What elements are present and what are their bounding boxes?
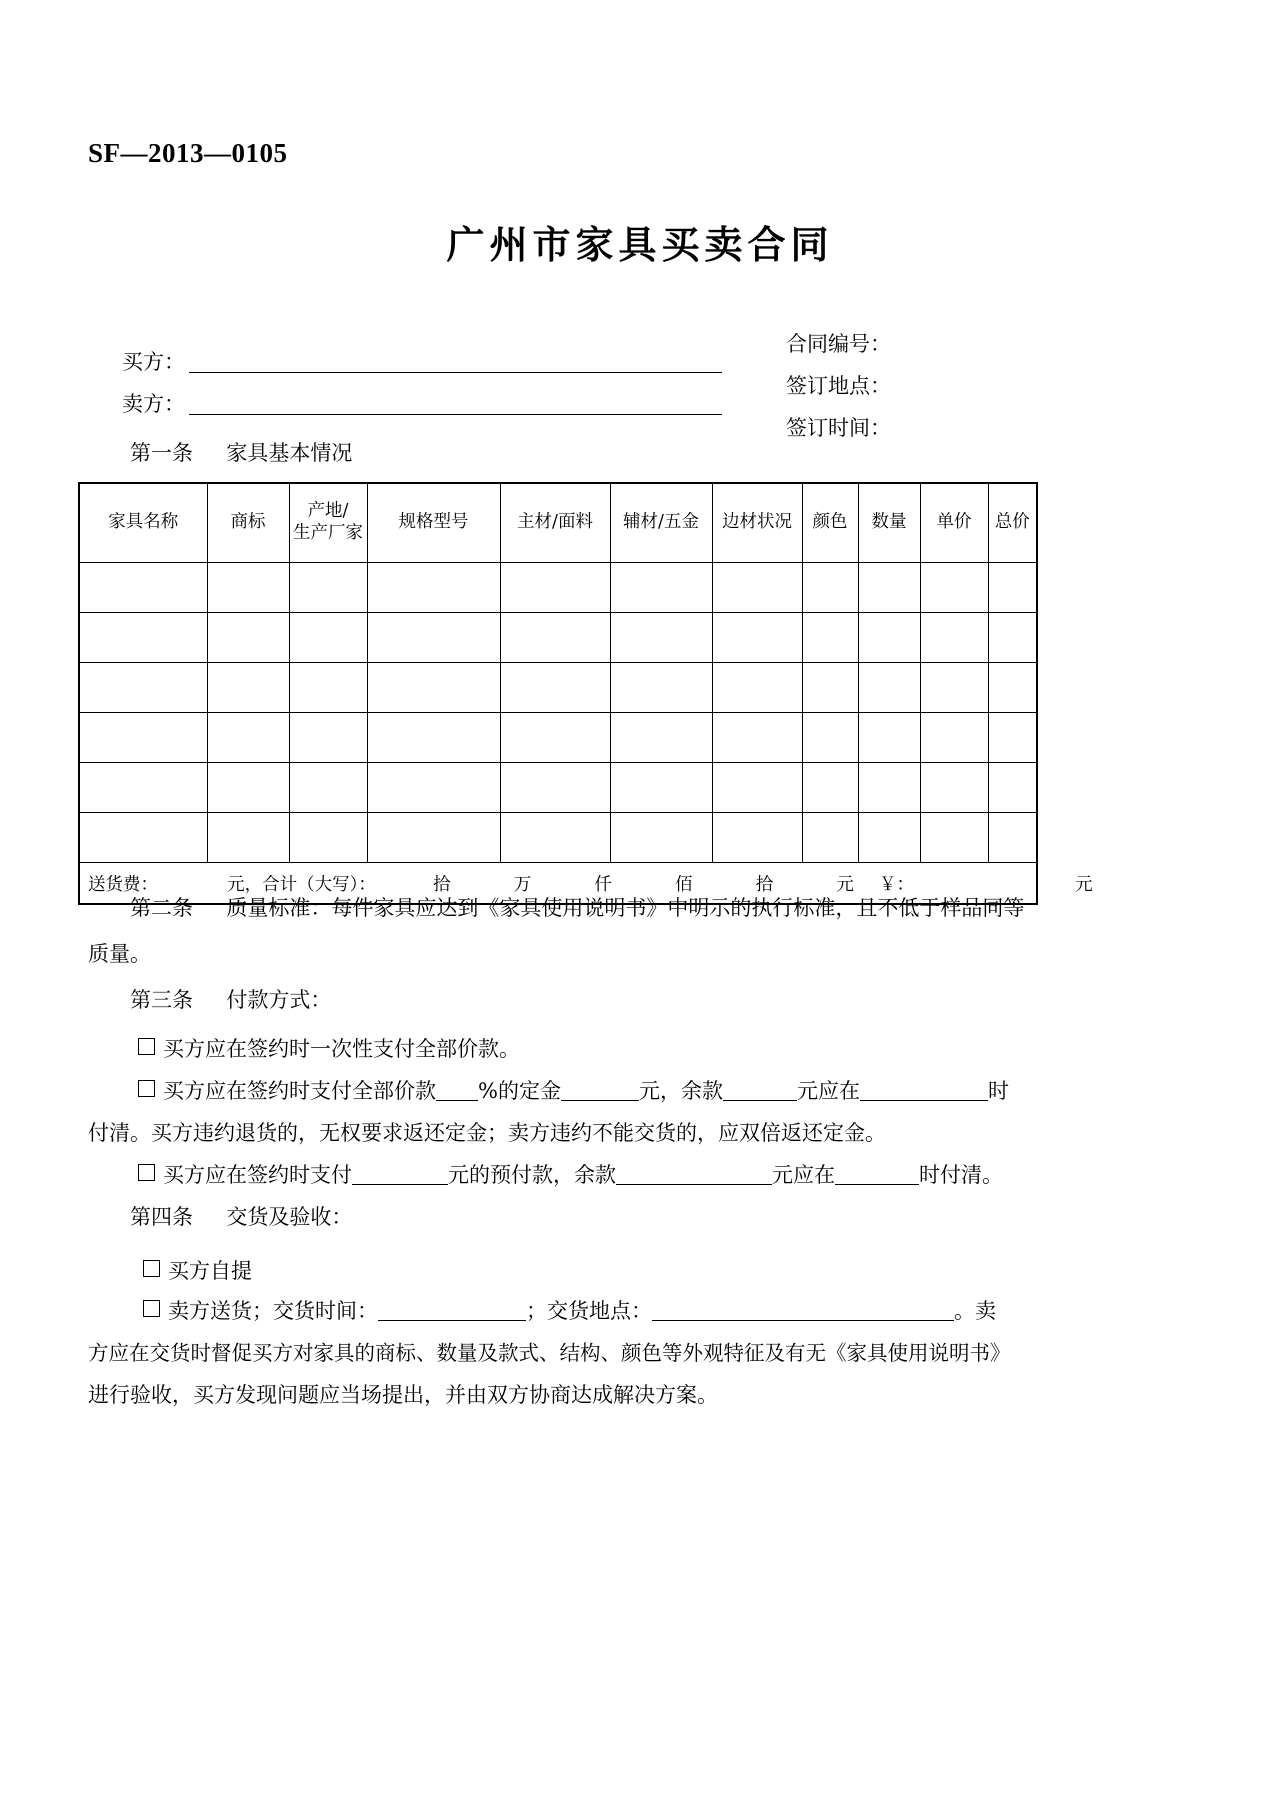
table-row[interactable] xyxy=(79,813,1037,863)
delivery-body-line2: 方应在交货时督促买方对家具的商标、数量及款式、结构、颜色等外观特征及有无《家具使用说明书》 xyxy=(88,1341,1011,1365)
prepay-date-blank[interactable] xyxy=(835,1164,919,1185)
buyer-input-line[interactable] xyxy=(189,348,722,373)
amount-word-shi-wan: 拾 xyxy=(433,874,451,895)
delivery-time-blank[interactable] xyxy=(378,1300,526,1321)
delivery-fee-label: 送货费： xyxy=(88,874,158,895)
section-1-heading xyxy=(130,437,352,467)
cell[interactable] xyxy=(610,813,712,863)
checkbox-icon[interactable] xyxy=(138,1080,155,1097)
table-row[interactable] xyxy=(79,613,1037,663)
payment-option-3-text-a: 买方应在签约时支付 xyxy=(163,1163,352,1187)
payment-option-3[interactable] xyxy=(138,1152,1003,1198)
payment-option-2-text-b: %的定金 xyxy=(478,1079,561,1103)
th-origin-line1: 产地/ xyxy=(307,501,349,522)
payment-option-2-text-e: 时 xyxy=(987,1079,1009,1103)
cell[interactable] xyxy=(500,563,610,613)
cell[interactable] xyxy=(500,763,610,813)
th-model: 规格型号 xyxy=(367,483,500,563)
checkbox-icon[interactable] xyxy=(138,1038,155,1055)
table-row[interactable] xyxy=(79,763,1037,813)
section-3-title: 付款方式： xyxy=(226,988,332,1012)
section-2-title: 质量标准： xyxy=(226,896,332,920)
cell[interactable] xyxy=(858,613,920,663)
payment-option-3-text-b: 元的预付款，余款 xyxy=(448,1163,616,1187)
th-brand: 商标 xyxy=(207,483,289,563)
cell[interactable] xyxy=(79,713,207,763)
payment-option-2-text-a: 买方应在签约时支付全部价款 xyxy=(163,1079,436,1103)
cell[interactable] xyxy=(988,763,1037,813)
section-1-title: 家具基本情况 xyxy=(226,441,353,465)
table-header-row xyxy=(79,483,1037,563)
page-title: 广州市家具买卖合同 xyxy=(446,223,834,267)
checkbox-icon[interactable] xyxy=(138,1164,155,1181)
delivery-body-line3: 进行验收，买方发现问题应当场提出，并由双方协商达成解决方案。 xyxy=(88,1383,718,1407)
delivery-option-2[interactable] xyxy=(143,1288,996,1334)
amount-yen-unit: 元 xyxy=(1075,874,1093,895)
cell[interactable] xyxy=(712,663,802,713)
cell[interactable] xyxy=(712,713,802,763)
cell[interactable] xyxy=(79,663,207,713)
cell[interactable] xyxy=(988,613,1037,663)
parties-block xyxy=(122,334,722,418)
section-3-number: 第三条 xyxy=(130,988,193,1012)
table-row[interactable] xyxy=(79,713,1037,763)
amount-word-wan: 万 xyxy=(513,874,532,895)
payment-option-1-text: 买方应在签约时一次性支付全部价款。 xyxy=(163,1037,520,1061)
delivery-fee-unit: 元，合计（大写）： xyxy=(227,874,376,895)
payment-balance-blank[interactable] xyxy=(723,1080,797,1101)
seller-label: 卖方： xyxy=(122,392,185,416)
buyer-label: 买方： xyxy=(122,350,185,374)
cell[interactable] xyxy=(920,813,988,863)
payment-option-2-text-c: 元，余款 xyxy=(638,1079,723,1103)
cell[interactable] xyxy=(712,563,802,613)
delivery-option-2-text-a: 卖方送货；交货时间： xyxy=(168,1299,378,1323)
amount-word-shi: 拾 xyxy=(755,874,774,895)
buyer-row xyxy=(122,334,722,376)
th-color: 颜色 xyxy=(802,483,858,563)
payment-deposit-blank[interactable] xyxy=(561,1080,639,1101)
th-main-material: 主材/面料 xyxy=(500,483,610,563)
th-edge-condition: 边材状况 xyxy=(712,483,802,563)
cell[interactable] xyxy=(920,763,988,813)
amount-yen-label: ￥： xyxy=(879,874,914,895)
section-2-heading xyxy=(130,885,1024,931)
cell[interactable] xyxy=(712,613,802,663)
th-unit-price: 单价 xyxy=(920,483,988,563)
cell[interactable] xyxy=(289,713,367,763)
cell[interactable] xyxy=(988,813,1037,863)
cell[interactable] xyxy=(367,613,500,663)
cell[interactable] xyxy=(920,713,988,763)
th-origin-line2: 生产厂家 xyxy=(293,523,363,543)
th-quantity: 数量 xyxy=(858,483,920,563)
payment-option-3-text-c: 元应在 xyxy=(772,1163,835,1187)
cell[interactable] xyxy=(920,663,988,713)
cell[interactable] xyxy=(289,763,367,813)
cell[interactable] xyxy=(207,713,289,763)
cell[interactable] xyxy=(802,663,858,713)
section-1-number: 第一条 xyxy=(130,441,193,465)
payment-option-1[interactable] xyxy=(138,1026,520,1072)
checkbox-icon[interactable] xyxy=(143,1260,160,1277)
cell[interactable] xyxy=(712,763,802,813)
cell[interactable] xyxy=(610,763,712,813)
seller-row xyxy=(122,376,722,418)
cell[interactable] xyxy=(988,713,1037,763)
cell[interactable] xyxy=(79,763,207,813)
cell[interactable] xyxy=(920,563,988,613)
cell[interactable] xyxy=(500,663,610,713)
cell[interactable] xyxy=(858,663,920,713)
delivery-option-2-text-c: 。卖 xyxy=(954,1299,996,1323)
delivery-option-2-text-b: ；交货地点： xyxy=(526,1299,652,1323)
cell[interactable] xyxy=(712,813,802,863)
cell[interactable] xyxy=(858,563,920,613)
section-4-heading xyxy=(130,1194,352,1240)
th-name: 家具名称 xyxy=(79,483,207,563)
delivery-place-blank[interactable] xyxy=(652,1300,954,1321)
cell[interactable] xyxy=(367,563,500,613)
cell[interactable] xyxy=(802,613,858,663)
amount-word-bai: 佰 xyxy=(675,874,693,895)
cell[interactable] xyxy=(610,563,712,613)
cell[interactable] xyxy=(610,713,712,763)
cell[interactable] xyxy=(500,713,610,763)
cell[interactable] xyxy=(802,713,858,763)
cell[interactable] xyxy=(920,613,988,663)
cell[interactable] xyxy=(988,663,1037,713)
cell[interactable] xyxy=(988,563,1037,613)
cell[interactable] xyxy=(858,713,920,763)
seller-input-line[interactable] xyxy=(189,390,722,415)
prepay-amount-blank[interactable] xyxy=(352,1164,448,1185)
payment-date-blank[interactable] xyxy=(860,1080,988,1101)
cell[interactable] xyxy=(858,763,920,813)
cell[interactable] xyxy=(500,813,610,863)
cell[interactable] xyxy=(802,813,858,863)
payment-percent-blank[interactable] xyxy=(436,1080,478,1101)
cell[interactable] xyxy=(289,663,367,713)
cell[interactable] xyxy=(289,613,367,663)
table-row[interactable] xyxy=(79,663,1037,713)
th-total-price: 总价 xyxy=(988,483,1037,563)
section-2-number: 第二条 xyxy=(130,896,193,920)
payment-option-2-line2: 付清。买方违约退货的，无权要求返还定金；卖方违约不能交货的，应双倍返还定金。 xyxy=(88,1121,886,1145)
cell[interactable] xyxy=(207,813,289,863)
furniture-table xyxy=(78,482,1093,905)
cell[interactable] xyxy=(207,763,289,813)
cell[interactable] xyxy=(289,563,367,613)
cell[interactable] xyxy=(367,663,500,713)
section-2-body-line2: 质量。 xyxy=(88,942,151,966)
cell[interactable] xyxy=(367,813,500,863)
cell[interactable] xyxy=(79,813,207,863)
cell[interactable] xyxy=(367,763,500,813)
cell[interactable] xyxy=(289,813,367,863)
payment-option-3-text-d: 时付清。 xyxy=(919,1163,1003,1187)
cell[interactable] xyxy=(610,613,712,663)
checkbox-icon[interactable] xyxy=(143,1300,160,1317)
cell[interactable] xyxy=(207,563,289,613)
contract-meta-block xyxy=(786,328,891,454)
th-aux-material: 辅材/五金 xyxy=(610,483,712,563)
delivery-option-1-text: 买方自提 xyxy=(168,1259,252,1283)
payment-option-2-text-d: 元应在 xyxy=(796,1079,860,1103)
cell[interactable] xyxy=(79,563,207,613)
cell[interactable] xyxy=(207,613,289,663)
cell[interactable] xyxy=(367,713,500,763)
amount-word-qian: 仟 xyxy=(594,874,612,895)
contract-number-label: 合同编号： xyxy=(786,332,891,356)
document-code: SF—2013—0105 xyxy=(88,138,288,168)
section-4-number: 第四条 xyxy=(130,1205,193,1229)
table-row[interactable] xyxy=(79,563,1037,613)
cell[interactable] xyxy=(802,563,858,613)
section-4-title: 交货及验收： xyxy=(226,1205,353,1229)
cell[interactable] xyxy=(610,663,712,713)
cell[interactable] xyxy=(207,663,289,713)
sign-time-label: 签订时间： xyxy=(786,416,891,440)
section-2-body: 每件家具应达到《家具使用说明书》中明示的执行标准，且不低于样品同等 xyxy=(331,896,1025,920)
cell[interactable] xyxy=(79,613,207,663)
sign-place-label: 签订地点： xyxy=(786,374,891,398)
amount-word-yuan: 元 xyxy=(836,874,854,895)
prepay-balance-blank[interactable] xyxy=(616,1164,772,1185)
section-3-heading xyxy=(130,977,331,1023)
payment-option-2[interactable] xyxy=(138,1068,1009,1114)
cell[interactable] xyxy=(802,763,858,813)
cell[interactable] xyxy=(858,813,920,863)
cell[interactable] xyxy=(500,613,610,663)
th-origin xyxy=(289,483,367,563)
